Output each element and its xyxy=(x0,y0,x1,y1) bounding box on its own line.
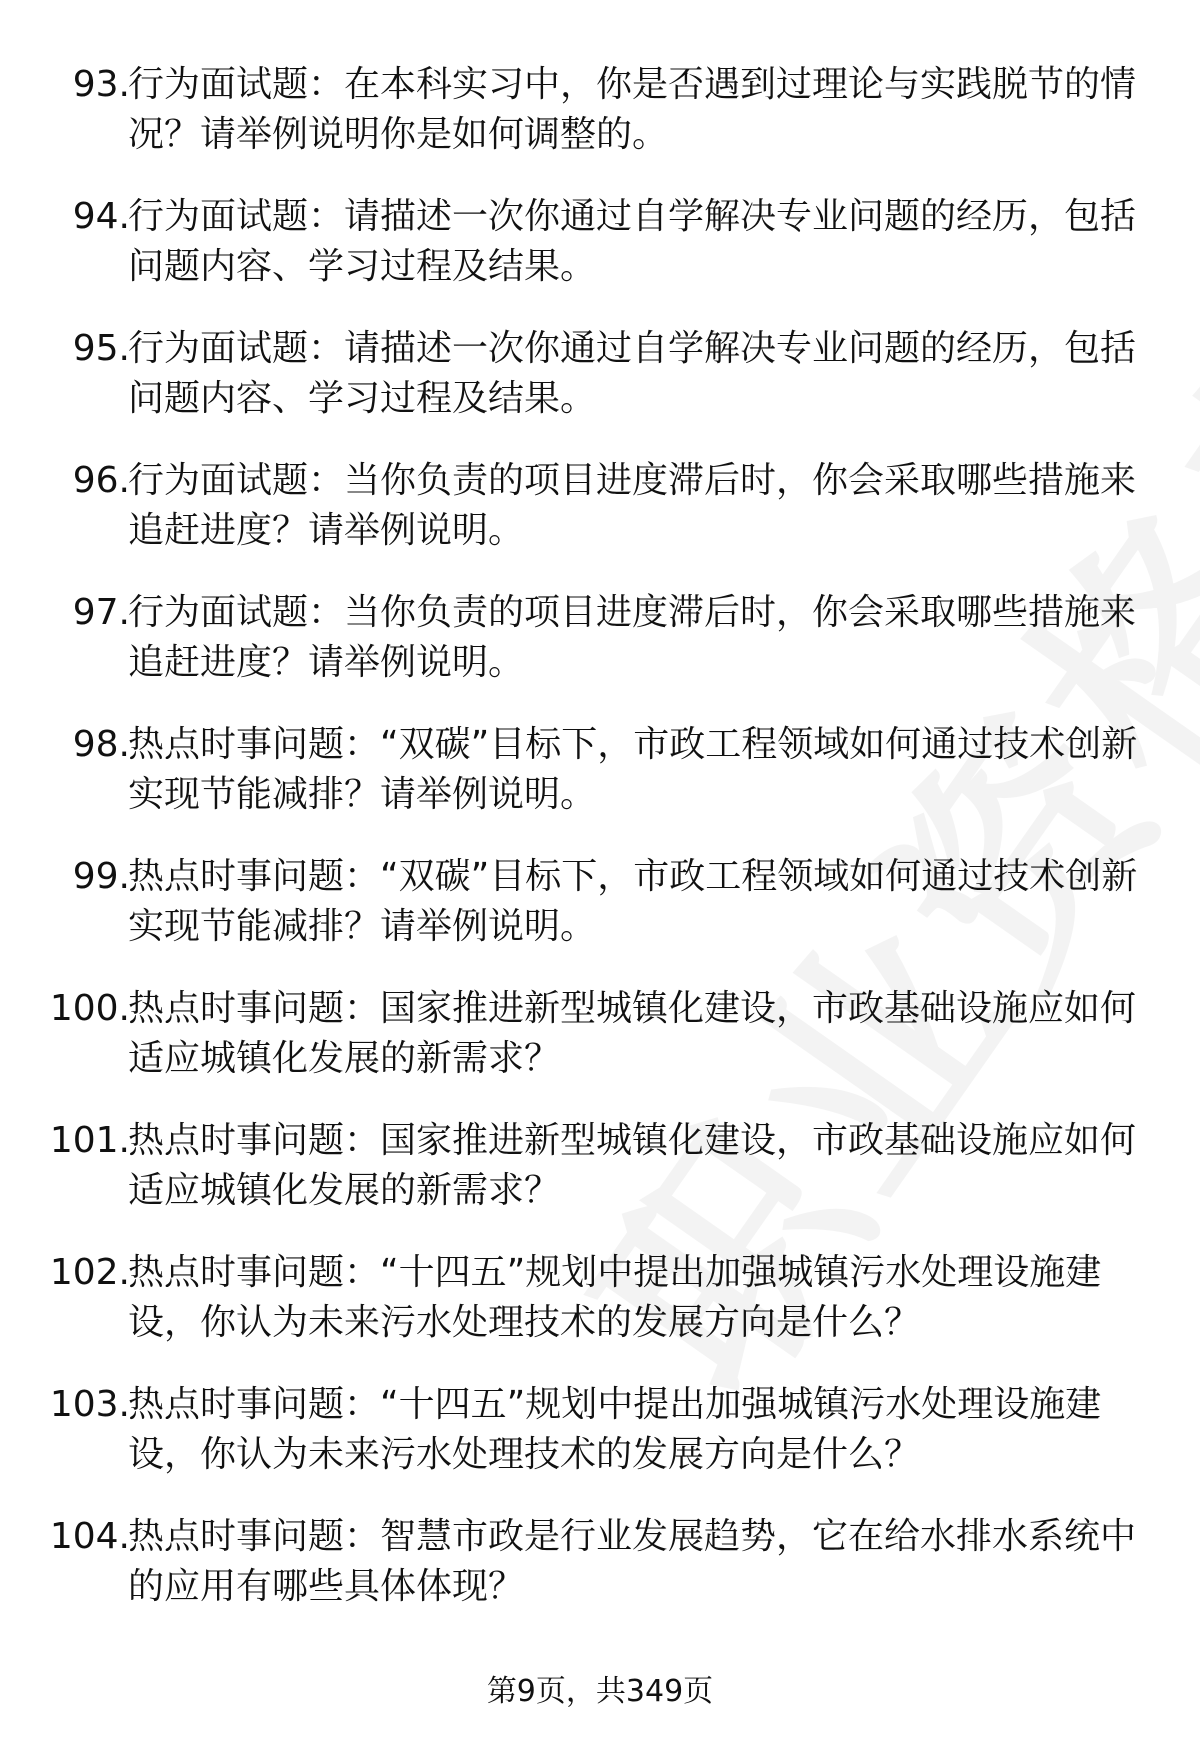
question-item xyxy=(0,980,1200,1112)
question-number: 104. xyxy=(49,1516,130,1557)
question-number: 93. xyxy=(72,64,130,105)
question-item xyxy=(0,452,1200,584)
question-text: 行为面试题：当你负责的项目进度滞后时，你会采取哪些措施来追赶进度？请举例说明。 xyxy=(128,592,1137,683)
question-item xyxy=(0,1376,1200,1508)
question-number: 97. xyxy=(72,592,130,633)
question-item xyxy=(0,1508,1200,1640)
question-text: 行为面试题：请描述一次你通过自学解决专业问题的经历，包括问题内容、学习过程及结果。 xyxy=(128,196,1137,287)
question-text: 热点时事问题：“十四五”规划中提出加强城镇污水处理设施建设，你认为未来污水处理技术的发展方向是什么？ xyxy=(128,1252,1102,1343)
question-text: 热点时事问题：国家推进新型城镇化建设，市政基础设施应如何适应城镇化发展的新需求？ xyxy=(128,988,1137,1079)
question-item xyxy=(0,188,1200,320)
question-number: 98. xyxy=(72,724,130,765)
question-text: 行为面试题：请描述一次你通过自学解决专业问题的经历，包括问题内容、学习过程及结果。 xyxy=(128,328,1137,419)
question-number: 99. xyxy=(72,856,130,897)
question-item xyxy=(0,320,1200,452)
question-item xyxy=(0,584,1200,716)
question-number: 95. xyxy=(72,328,130,369)
question-item xyxy=(0,848,1200,980)
question-text: 热点时事问题：智慧市政是行业发展趋势，它在给水排水系统中的应用有哪些具体体现？ xyxy=(128,1516,1137,1607)
question-text: 行为面试题：当你负责的项目进度滞后时，你会采取哪些措施来追赶进度？请举例说明。 xyxy=(128,460,1137,551)
question-item xyxy=(0,56,1200,188)
question-text: 行为面试题：在本科实习中，你是否遇到过理论与实践脱节的情况？请举例说明你是如何调整的。 xyxy=(128,64,1137,155)
question-item xyxy=(0,1244,1200,1376)
question-number: 100. xyxy=(49,988,130,1029)
question-number: 96. xyxy=(72,460,130,501)
question-text: 热点时事问题：“双碳”目标下，市政工程领域如何通过技术创新实现节能减排？请举例说明。 xyxy=(128,856,1138,947)
question-text: 热点时事问题：国家推进新型城镇化建设，市政基础设施应如何适应城镇化发展的新需求？ xyxy=(128,1120,1137,1211)
question-number: 102. xyxy=(49,1252,130,1293)
question-item xyxy=(0,1112,1200,1244)
question-number: 103. xyxy=(49,1384,130,1425)
question-list xyxy=(0,56,1200,1640)
question-item xyxy=(0,716,1200,848)
question-text: 热点时事问题：“双碳”目标下，市政工程领域如何通过技术创新实现节能减排？请举例说明。 xyxy=(128,724,1138,815)
page-footer: 第9页，共349页 xyxy=(486,1674,714,1709)
question-number: 94. xyxy=(72,196,130,237)
question-text: 热点时事问题：“十四五”规划中提出加强城镇污水处理设施建设，你认为未来污水处理技术的发展方向是什么？ xyxy=(128,1384,1102,1475)
question-number: 101. xyxy=(49,1120,130,1161)
